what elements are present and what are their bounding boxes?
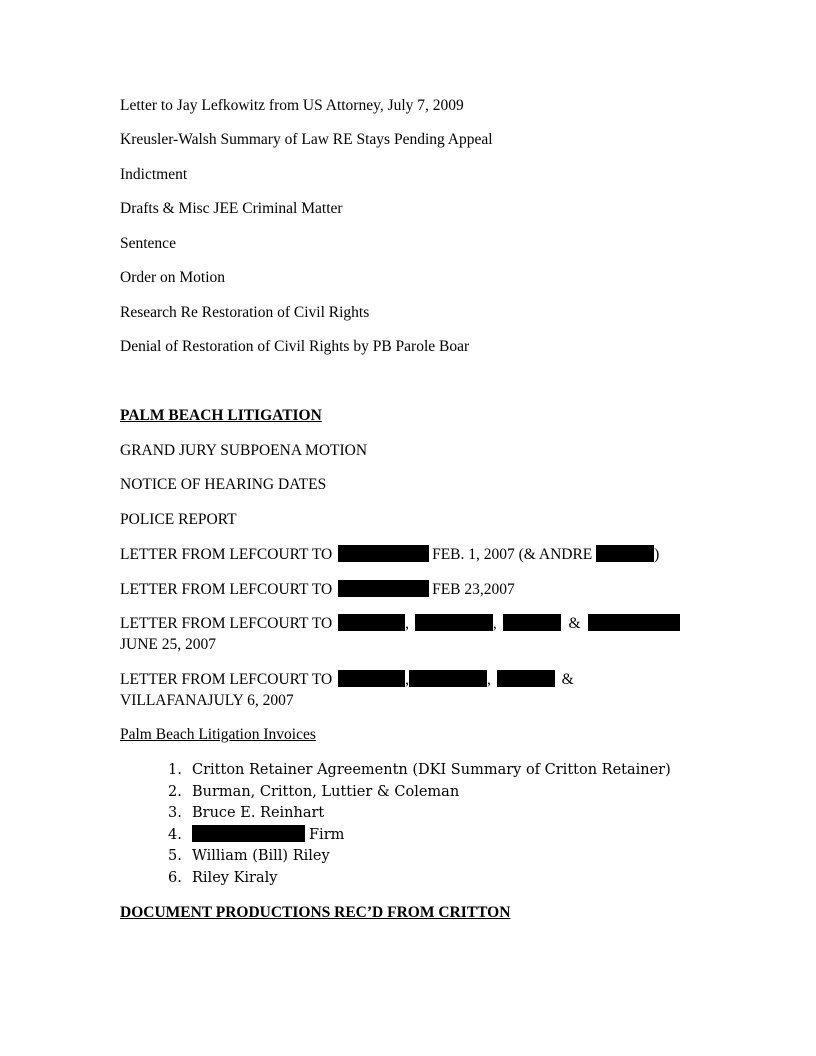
redaction-block [409,670,487,687]
section-heading-invoices: Palm Beach Litigation Invoices [120,726,316,743]
letter-line [120,614,680,633]
letter-prefix: LETTER FROM LEFCOURT TO [120,581,333,598]
letter-date: FEB. 1, 2007 (& ANDRE [432,546,593,563]
list-item: Indictment [120,166,188,183]
letter-prefix: LETTER FROM LEFCOURT TO [120,671,333,688]
letter-prefix: LETTER FROM LEFCOURT TO [120,615,333,632]
list-item: 6. Riley Kiraly [168,869,278,886]
redaction-block [338,545,429,562]
ampersand: & [568,615,581,632]
redaction-block [503,614,561,631]
redaction-block [338,580,429,597]
section-heading-palm-beach: PALM BEACH LITIGATION [120,407,322,424]
list-item: NOTICE OF HEARING DATES [120,476,327,493]
redaction-block [415,614,493,631]
letter-line [120,545,659,564]
comma: , [405,671,409,688]
letter-date: FEB 23,2007 [432,581,515,598]
ampersand: & [561,671,574,688]
list-item: 3. Bruce E. Reinhart [168,805,325,822]
letter-date-line: JUNE 25, 2007 [120,636,217,653]
comma: , [492,615,497,632]
comma: , [405,615,409,632]
letter-prefix: LETTER FROM LEFCOURT TO [120,546,333,563]
redaction-block [338,670,405,687]
list-item: POLICE REPORT [120,511,237,528]
list-item: 1. Critton Retainer Agreementn (DKI Summary of Critton Retainer) [168,762,671,778]
list-item: Research Re Restoration of Civil Rights [120,304,370,321]
section-heading-productions: DOCUMENT PRODUCTIONS REC’D FROM CRITTON [120,904,511,921]
list-item: 4. Firm [168,826,345,843]
list-item: GRAND JURY SUBPOENA MOTION [120,442,368,459]
invoices-list [168,760,671,890]
list-item: Letter to Jay Lefkowitz from US Attorney, July 7, 2009 [120,97,464,114]
redaction-block [192,825,305,842]
list-item: Drafts & Misc JEE Criminal Matter [120,200,343,217]
list-item: 2. Burman, Critton, Luttier & Coleman [168,783,460,800]
redaction-block [588,614,680,631]
list-item: Sentence [120,235,176,252]
redaction-block [596,545,654,562]
list-item: Kreusler-Walsh Summary of Law RE Stays Pending Appeal [120,131,493,148]
letter-line [120,670,574,689]
list-item: Order on Motion [120,269,226,286]
list-item: 5. William (Bill) Riley [168,848,330,865]
list-item: Denial of Restoration of Civil Rights by PB Parole Boar [120,338,470,355]
letter-date-line: VILLAFANAJULY 6, 2007 [120,692,294,709]
redaction-block [497,670,555,687]
comma: , [486,671,491,688]
letter-line [120,580,515,599]
letter-close: ) [654,546,660,563]
redaction-block [338,614,405,631]
